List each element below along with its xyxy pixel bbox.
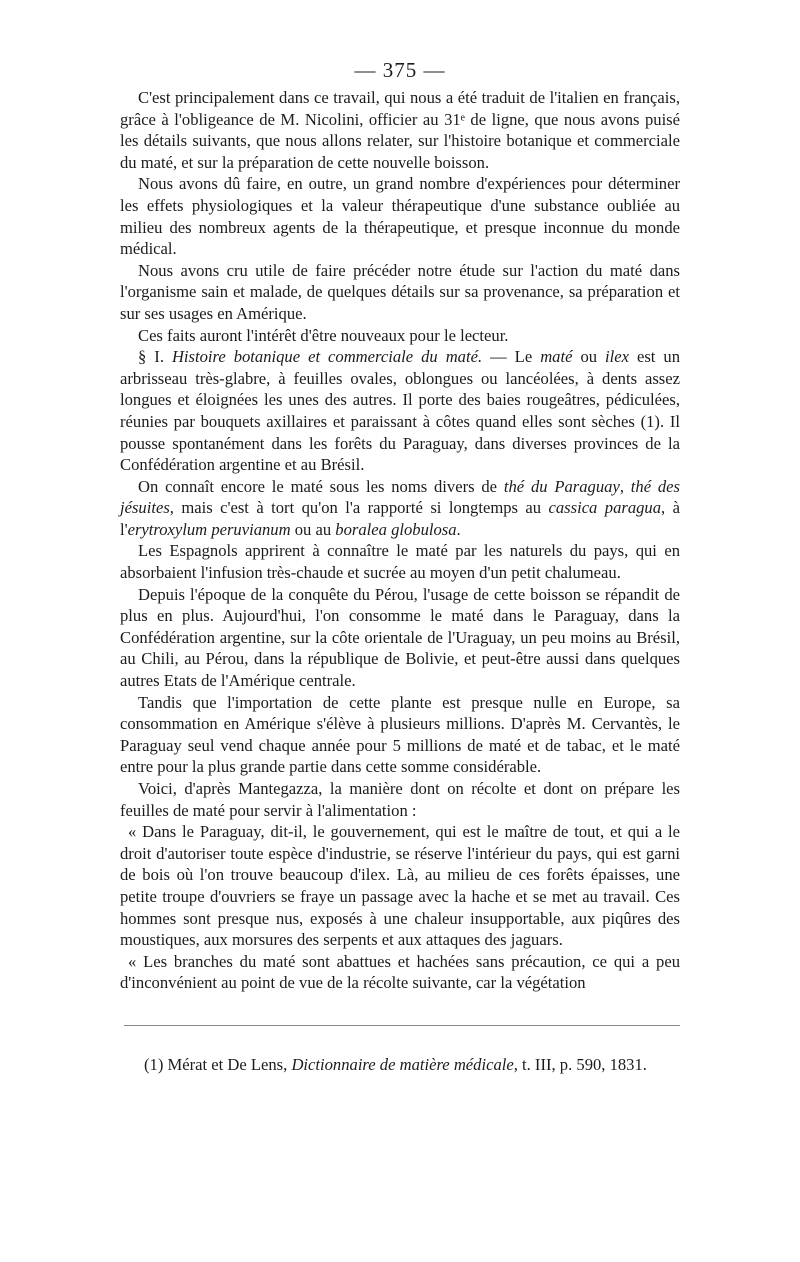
paragraph-study-plan: Nous avons cru utile de faire précéder notre étude sur l'action du maté dans l'organisme sain et malade, de quelques détails sur sa provenance, sa préparation et sur ses usages en Amérique. <box>120 260 680 323</box>
paragraph-experiments: Nous avons dû faire, en outre, un grand nombre d'expériences pour déterminer les effets physiologiques et la valeur thérapeutique d'une substance oubliée au milieu des nombreux agents de la thérapeutique, et presque inconnue du monde médical. <box>120 174 680 259</box>
section-title: Histoire botanique et commerciale du maté. <box>171 347 483 367</box>
paragraph-interest: Ces faits auront l'intérêt d'être nouveaux pour le lecteur. <box>138 325 509 345</box>
paragraph-harvest-intro: Voici, d'après Mantegazza, la manière dont on récolte et dont on prépare les feuilles de maté pour servir à l'alimentation : <box>120 779 680 820</box>
paragraph-names: On connaît encore le maté sous les noms divers de thé du Paraguay, thé des jésuites, mais c'est à tort qu'on l'a rapporté si longtemps au cassica paraguа, à l'erytroxylum peruvianum ou au boralea globulosa. <box>120 476 680 539</box>
footnote-rule <box>124 1025 680 1026</box>
paragraph-quote-2: « Les branches du maté sont abattues et hachées sans précaution, ce qui a peu d'inconvénient au point de vue de la récolte suivante, car la végétation <box>120 951 680 993</box>
section-marker: § I. <box>138 347 172 367</box>
page-number: — 375 — <box>354 58 446 82</box>
main-text <box>120 87 680 994</box>
paragraph-spaniards: Les Espagnols apprirent à connaître le maté par les naturels du pays, qui en absorbaient l'infusion très-chaude et sucrée au moyen d'un petit chalumeau. <box>120 541 680 583</box>
paragraph-trade: Tandis que l'importation de cette plante est presque nulle en Europe, sa consommation en Amérique s'élève à plusieurs millions. D'après M. Cervantès, le Paraguay seul vend chaque année pour 5 millions de maté et de tabac, et le maté entre pour la plus grande partie dans cette somme considérable. <box>120 692 680 777</box>
paragraph-section-1: § I. Histoire botanique et commerciale du maté. — Le maté ou ilex est un arbrisseau très-glabre, à feuilles ovales, oblongues ou lancéolées, à dents assez longues et éloignées les unes des autres. Il porte des baies rougeâtres, pédiculées, réunies par bouquets axillaires et paraissant à côtes quand elles sont sèches (1). Il pousse spontanément dans les forêts du Paraguay, dans diverses provinces de la Confédération argentine et au Brésil. <box>120 347 680 475</box>
footnote-book-title: Dictionnaire de matière médicale <box>291 1055 514 1074</box>
paragraph-spread: Depuis l'époque de la conquête du Pérou, l'usage de cette boisson se répandit de plus en plus. Aujourd'hui, l'on consomme le maté dans le Paraguay, dans la Confédération argentine, sur la côte orientale de l'Uraguay, un peu moins au Brésil, au Chili, au Pérou, dans la république de Bolivie, et peut-être aussi dans quelques autres Etats de l'Amérique centrale. <box>120 584 680 691</box>
footnote: (1) Mérat et De Lens, Dictionnaire de matière médicale, t. III, p. 590, 1831. <box>144 1055 647 1074</box>
paragraph-source: C'est principalement dans ce travail, qui nous a été traduit de l'italien en français, grâce à l'obligeance de M. Nicolini, officier au 31ᵉ de ligne, que nous avons puisé les détails suivants, que nous allons relater, sur l'histoire botanique et commerciale du maté, et sur la préparation de cette nouvelle boisson. <box>120 88 680 172</box>
paragraph-quote-1: « Dans le Paraguay, dit-il, le gouvernement, qui est le maître de tout, et qui a le droit d'autoriser toute espèce d'industrie, se réserve l'intérieur du pays, qui est garni de bois où l'on trouve beaucoup d'ilex. Là, au milieu de ces forêts épaisses, une petite troupe d'ouvriers se fraye un passage avec la hache et se met au travail. Ces hommes sont presque nus, exposés à une chaleur insupportable, aux piqûres des moustiques, aux morsures des serpents et aux attaques des jaguars. <box>120 822 680 950</box>
